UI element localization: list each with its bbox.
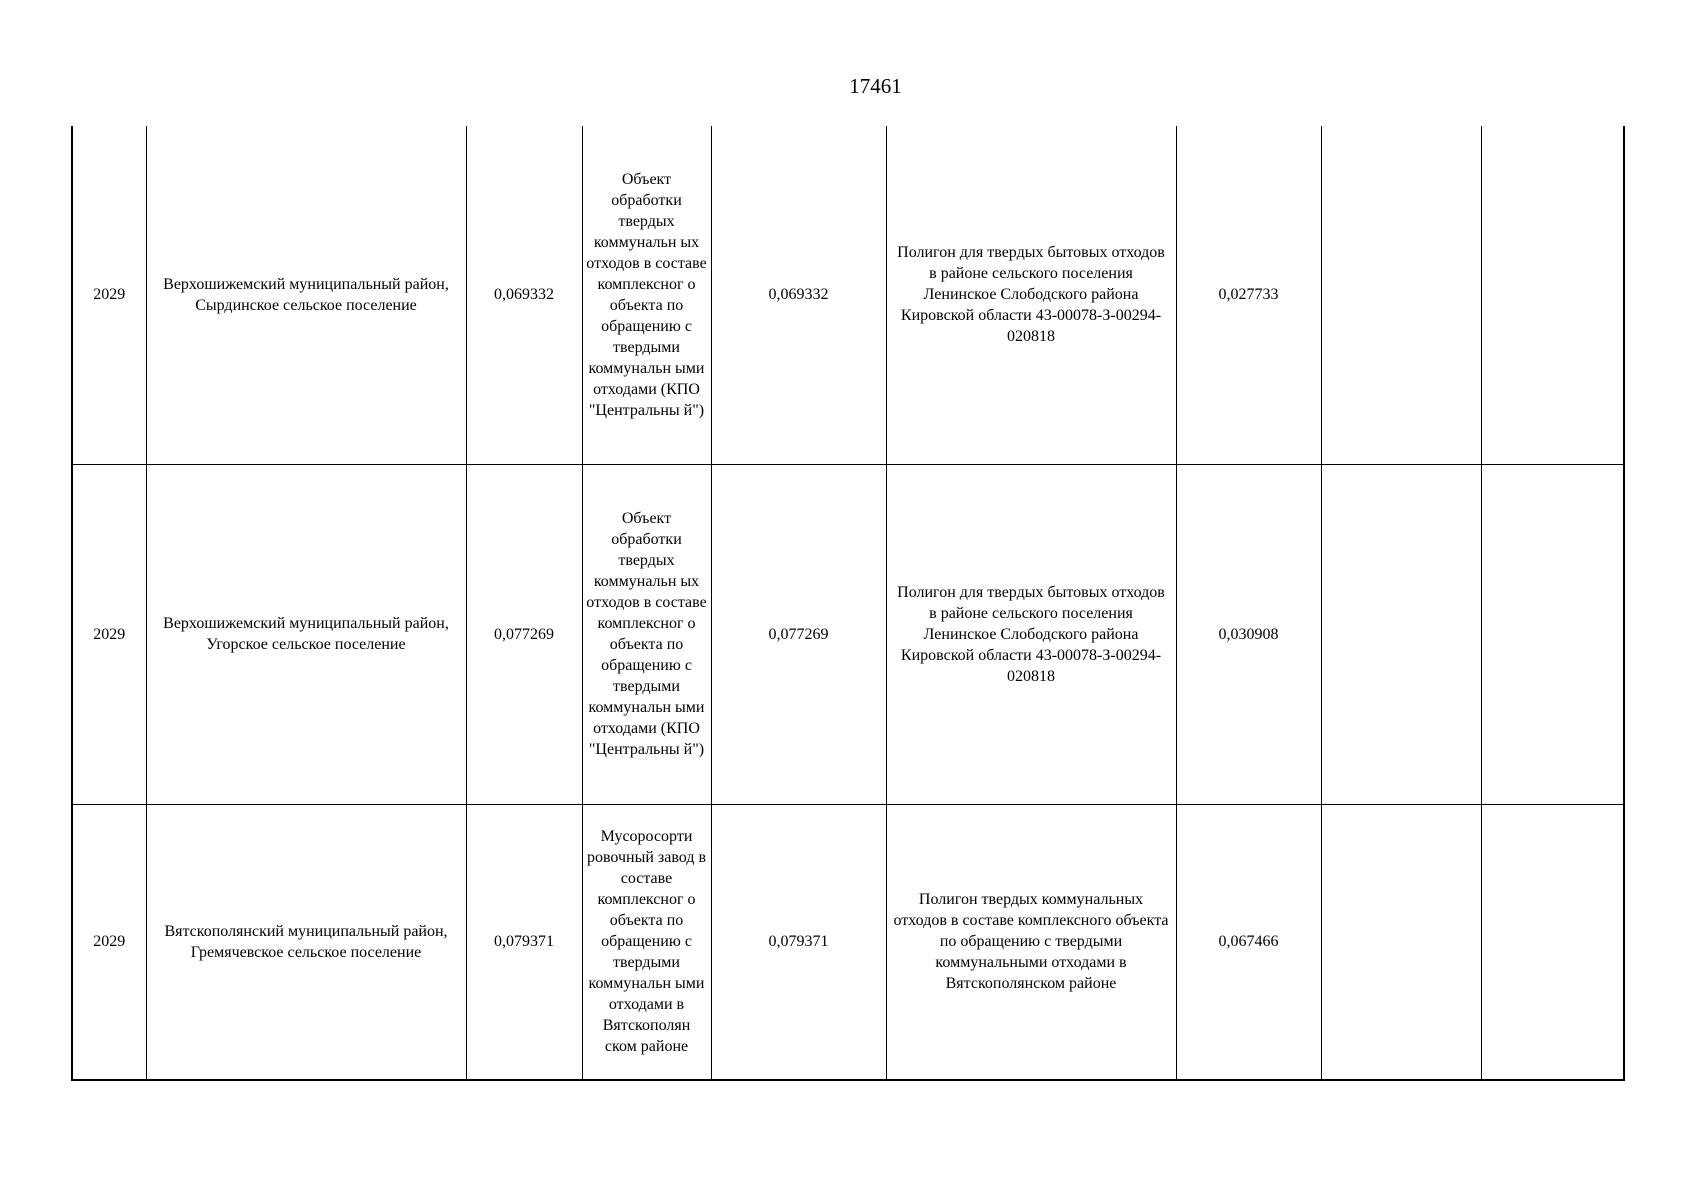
cell-empty — [1481, 126, 1624, 464]
cell-empty — [1481, 464, 1624, 804]
cell-empty — [1321, 804, 1481, 1080]
cell-empty — [1481, 804, 1624, 1080]
cell-disposal-object: Полигон для твердых бытовых отходов в районе сельского поселения Ленинское Слободского района Кировской области 43-00078-З-00294-020818 — [886, 126, 1176, 464]
cell-disposal-volume: 0,027733 — [1176, 126, 1321, 464]
table-row — [72, 126, 1624, 464]
cell-processing-object: Объект обработки твердых коммунальн ых отходов в составе комплексног о объекта по обращению с твердыми коммунальн ыми отходами (КПО "Центральны й") — [582, 464, 711, 804]
cell-municipality: Верхошижемский муниципальный район, Угорское сельское поселение — [146, 464, 466, 804]
table-row — [72, 804, 1624, 1080]
cell-disposal-object: Полигон твердых коммунальных отходов в составе комплексного объекта по обращению с твердыми коммунальными отходами в Вятскополянском районе — [886, 804, 1176, 1080]
cell-processing-volume: 0,079371 — [711, 804, 886, 1080]
cell-empty — [1321, 126, 1481, 464]
cell-processing-volume: 0,069332 — [711, 126, 886, 464]
cell-volume: 0,079371 — [466, 804, 582, 1080]
cell-municipality: Вятскополянский муниципальный район, Гремячевское сельское поселение — [146, 804, 466, 1080]
cell-empty — [1321, 464, 1481, 804]
cell-year: 2029 — [72, 126, 146, 464]
cell-year: 2029 — [72, 464, 146, 804]
cell-disposal-volume: 0,067466 — [1176, 804, 1321, 1080]
cell-disposal-volume: 0,030908 — [1176, 464, 1321, 804]
cell-volume: 0,077269 — [466, 464, 582, 804]
cell-processing-object: Объект обработки твердых коммунальн ых отходов в составе комплексног о объекта по обращению с твердыми коммунальн ыми отходами (КПО "Центральны й") — [582, 126, 711, 464]
cell-processing-volume: 0,077269 — [711, 464, 886, 804]
cell-processing-object: Мусоросорти ровочный завод в составе комплексног о объекта по обращению с твердыми коммунальн ыми отходами в Вятскополян ском районе — [582, 804, 711, 1080]
cell-municipality: Верхошижемский муниципальный район, Сырдинское сельское поселение — [146, 126, 466, 464]
cell-volume: 0,069332 — [466, 126, 582, 464]
cell-disposal-object: Полигон для твердых бытовых отходов в районе сельского поселения Ленинское Слободского района Кировской области 43-00078-З-00294-020818 — [886, 464, 1176, 804]
waste-flow-table — [71, 126, 1625, 1081]
table-row — [72, 464, 1624, 804]
cell-year: 2029 — [72, 804, 146, 1080]
page-number: 17461 — [849, 74, 902, 98]
